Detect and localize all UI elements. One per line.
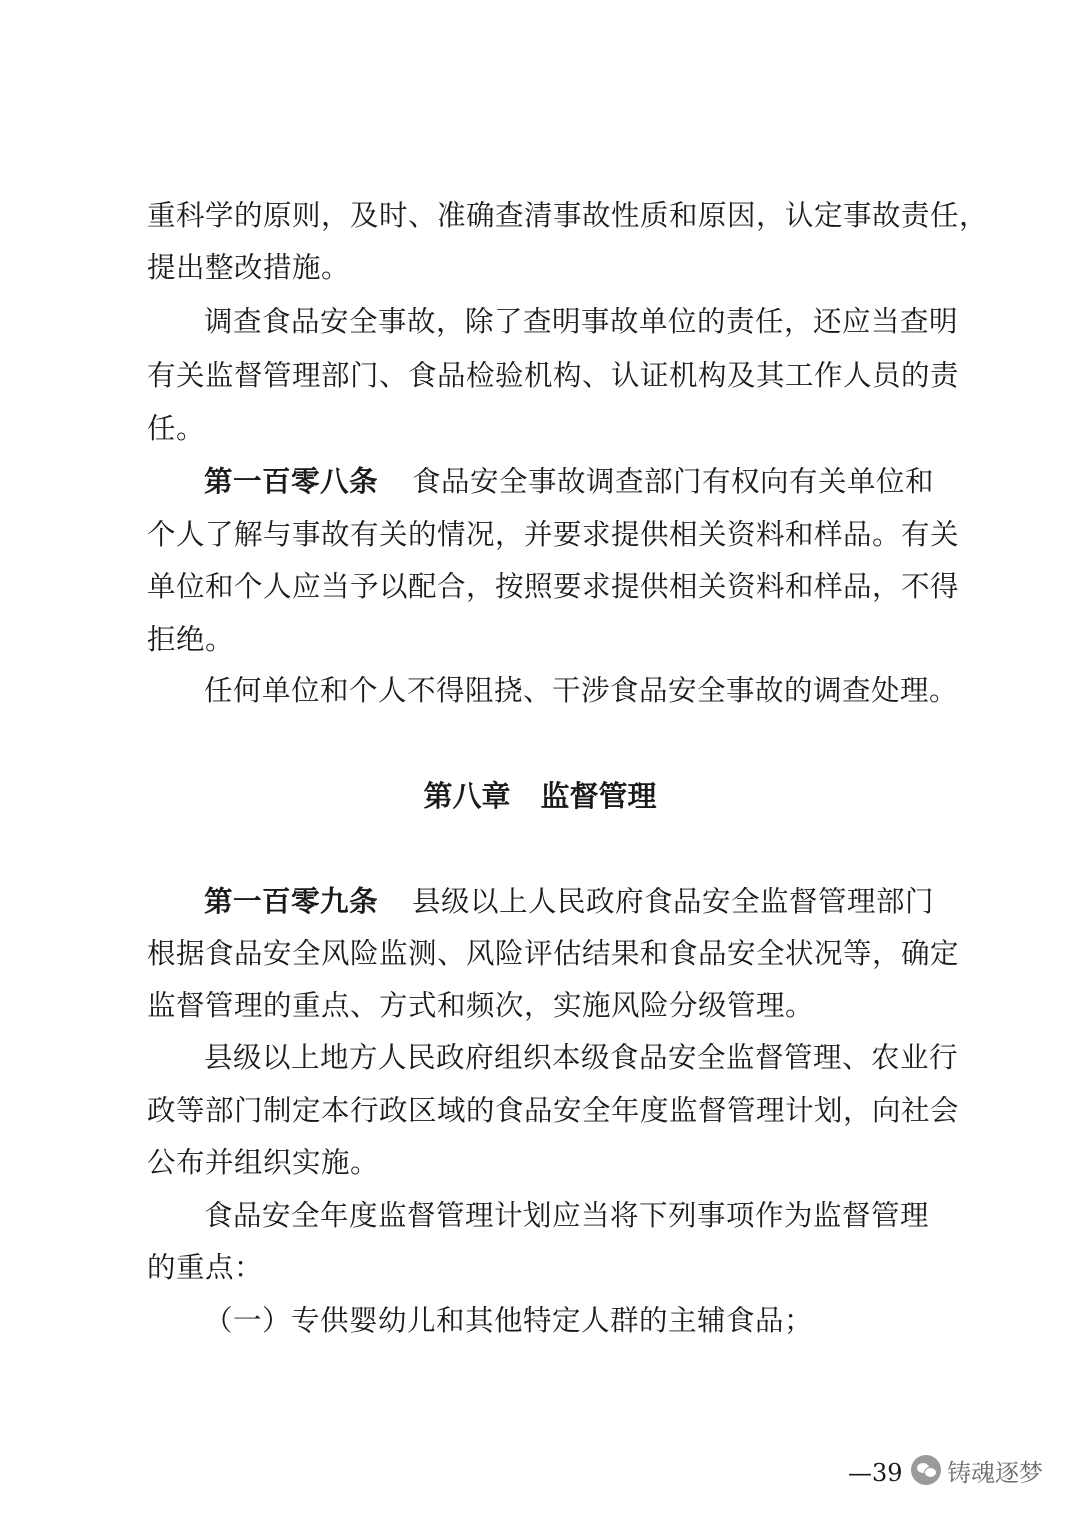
chapter-title: 监督管理	[540, 779, 657, 813]
text-line	[147, 409, 205, 449]
line-text: 食品安全事故调查部门有权向有关单位和	[412, 465, 935, 498]
line-text: 任何单位和个人不得阻挠、干涉食品安全事故的调查处理。	[204, 674, 959, 707]
text-line	[147, 934, 959, 974]
text-line	[147, 1248, 263, 1288]
text-line	[147, 515, 959, 555]
article-number: 第一百零九条	[204, 885, 379, 918]
text-line	[147, 356, 959, 396]
text-line	[147, 248, 350, 288]
text-line	[204, 671, 958, 711]
text-line	[204, 1301, 813, 1341]
chapter-heading	[0, 776, 1080, 816]
text-line	[147, 567, 959, 607]
text-line	[204, 462, 934, 502]
line-text: 个人了解与事故有关的情况，并要求提供相关资料和样品。有关	[147, 518, 960, 551]
line-text: 有关监督管理部门、食品检验机构、认证机构及其工作人员的责	[147, 359, 960, 392]
chapter-number: 第八章	[423, 779, 511, 813]
text-line	[147, 1091, 959, 1131]
line-text: 县级以上地方人民政府组织本级食品安全监督管理、农业行	[204, 1041, 959, 1074]
text-line	[147, 620, 234, 660]
text-line	[204, 882, 934, 922]
page-number: —39	[848, 1459, 903, 1487]
watermark-text: 铸魂逐梦	[947, 1458, 1043, 1487]
text-line	[204, 1196, 929, 1236]
line-text: 食品安全年度监督管理计划应当将下列事项作为监督管理	[204, 1199, 930, 1232]
watermark	[905, 1452, 1049, 1488]
text-line	[147, 986, 814, 1026]
line-text: 调查食品安全事故，除了查明事故单位的责任，还应当查明	[204, 305, 959, 338]
wechat-icon	[911, 1455, 941, 1485]
line-text: 提出整改措施。	[147, 251, 351, 284]
text-line	[204, 1038, 958, 1078]
line-text: 根据食品安全风险监测、风险评估结果和食品安全状况等，确定	[147, 937, 960, 970]
line-text: 单位和个人应当予以配合，按照要求提供相关资料和样品，不得	[147, 570, 960, 603]
line-text: 拒绝。	[147, 623, 235, 656]
line-text: 县级以上人民政府食品安全监督管理部门	[412, 885, 935, 918]
text-line	[204, 302, 958, 342]
line-text: 任。	[147, 412, 206, 445]
line-text: （一）专供婴幼儿和其他特定人群的主辅食品；	[204, 1304, 814, 1337]
text-line	[147, 1143, 379, 1183]
line-text: 公布并组织实施。	[147, 1146, 380, 1179]
article-number: 第一百零八条	[204, 465, 379, 498]
line-text: 重科学的原则，及时、准确查清事故性质和原因，认定事故责任，	[147, 199, 989, 232]
line-text: 的重点：	[147, 1251, 264, 1284]
line-text: 政等部门制定本行政区域的食品安全年度监督管理计划，向社会	[147, 1094, 960, 1127]
line-text: 监督管理的重点、方式和频次，实施风险分级管理。	[147, 989, 815, 1022]
text-line	[147, 196, 988, 236]
